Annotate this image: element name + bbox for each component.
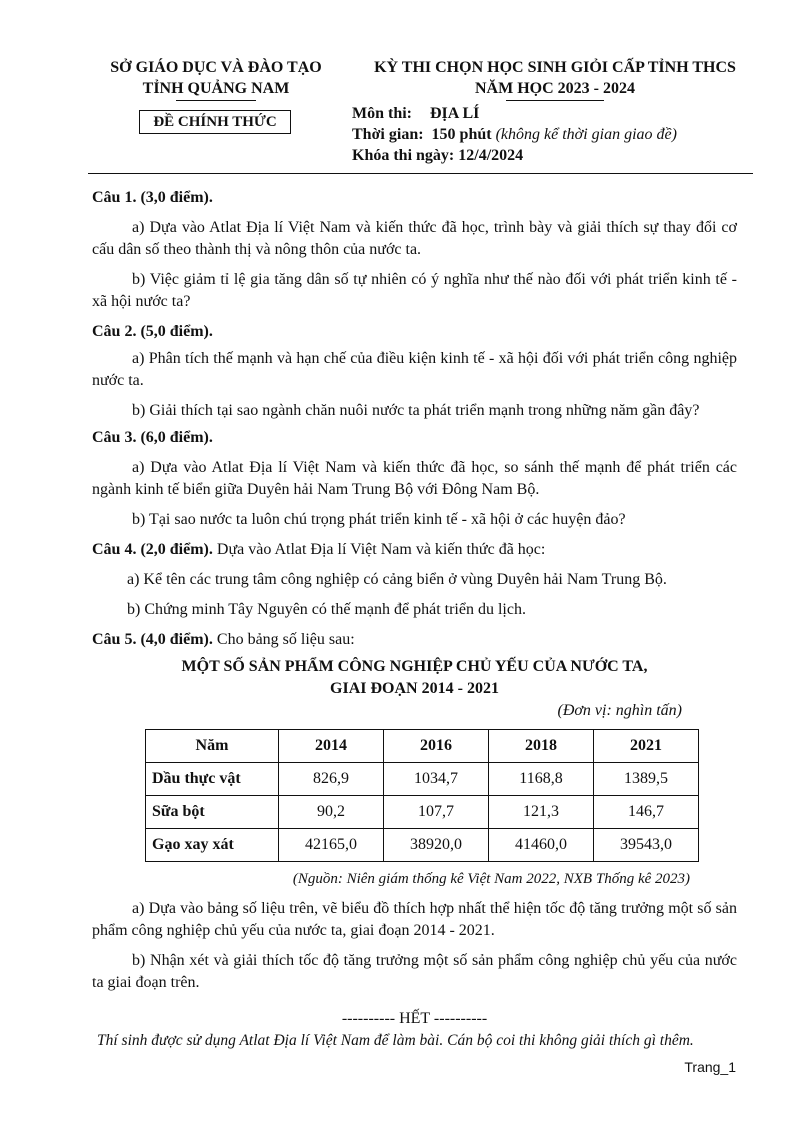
- table-row: [146, 796, 699, 829]
- header-underline: [506, 100, 604, 101]
- table-cell: 1034,7: [384, 763, 489, 796]
- exam-body: [92, 187, 737, 1030]
- question-1a: a) Dựa vào Atlat Địa lí Việt Nam và kiến thức đã học, trình bày và giải thích sự thay đổi cơ cấu dân số theo thành thị và nông thôn của nước ta.: [92, 219, 737, 258]
- subject-value: ĐỊA LÍ: [430, 105, 480, 122]
- exam-title: KỲ THI CHỌN HỌC SINH GIỎI CẤP TỈNH THCS: [374, 59, 736, 76]
- question-1b: b) Việc giảm tỉ lệ gia tăng dân số tự nhiên có ý nghĩa như thế nào đối với phát triển kinh tế - xã hội nước ta?: [92, 271, 737, 310]
- province-name: TỈNH QUẢNG NAM: [142, 80, 290, 97]
- header-underline: [176, 100, 256, 101]
- question-3-title: Câu 3. (6,0 điểm).: [92, 429, 213, 446]
- table-cell: 146,7: [594, 796, 699, 829]
- question-5b: b) Nhận xét và giải thích tốc độ tăng trưởng một số sản phẩm công nghiệp chủ yếu của nước ta giai đoạn trên.: [92, 952, 737, 991]
- question-4: [92, 539, 737, 561]
- department-header: [88, 57, 344, 101]
- table-title-line-2: GIAI ĐOẠN 2014 - 2021: [330, 680, 499, 697]
- question-2-title: Câu 2. (5,0 điểm).: [92, 323, 213, 340]
- table-cell: 39543,0: [594, 829, 699, 862]
- question-4a: a) Kể tên các trung tâm công nghiệp có cảng biển ở vùng Duyên hải Nam Trung Bộ.: [127, 571, 667, 588]
- table-header-row: [146, 730, 699, 763]
- table-row-label: Sữa bột: [146, 796, 279, 829]
- table-cell: 1389,5: [594, 763, 699, 796]
- header-divider: [88, 173, 753, 174]
- time-label: Thời gian:: [352, 126, 424, 143]
- page-number: Trang_1: [684, 1059, 736, 1075]
- official-exam-badge: ĐỀ CHÍNH THỨC: [139, 110, 291, 134]
- question-5a: a) Dựa vào bảng số liệu trên, vẽ biểu đồ thích hợp nhất thể hiện tốc độ tăng trưởng một số sản phẩm công nghiệp chủ yếu của nước ta, giai đoạn 2014 - 2021.: [92, 900, 737, 939]
- table-row-label: Dầu thực vật: [146, 763, 279, 796]
- table-row: [146, 829, 699, 862]
- table-cell: 826,9: [279, 763, 384, 796]
- subject-label: Môn thi:: [352, 105, 412, 122]
- table-cell: 1168,8: [489, 763, 594, 796]
- department-name: SỞ GIÁO DỤC VÀ ĐÀO TẠO: [110, 59, 322, 76]
- question-4b: b) Chứng minh Tây Nguyên có thế mạnh để phát triển du lịch.: [127, 601, 526, 618]
- school-year: NĂM HỌC 2023 - 2024: [475, 80, 635, 97]
- question-5-intro: Cho bảng số liệu sau:: [212, 631, 355, 648]
- table-header-cell: 2014: [279, 730, 384, 763]
- question-4-title: Câu 4. (2,0 điểm).: [92, 541, 213, 558]
- table-header-cell: Năm: [146, 730, 279, 763]
- end-marker: ---------- HẾT ----------: [341, 1010, 488, 1027]
- table-unit: (Đơn vị: nghìn tấn): [557, 702, 682, 719]
- question-5: [92, 629, 737, 651]
- question-3b: b) Tại sao nước ta luôn chú trọng phát triển kinh tế - xã hội ở các huyện đảo?: [132, 511, 626, 528]
- table-header-cell: 2016: [384, 730, 489, 763]
- exam-date: Khóa thi ngày: 12/4/2024: [352, 147, 524, 164]
- table-source: (Nguồn: Niên giám thống kê Việt Nam 2022, NXB Thống kê 2023): [292, 871, 690, 887]
- table-cell: 41460,0: [489, 829, 594, 862]
- table-title-line-1: MỘT SỐ SẢN PHẨM CÔNG NGHIỆP CHỦ YẾU CỦA NƯỚC TA,: [181, 658, 648, 675]
- question-3a: a) Dựa vào Atlat Địa lí Việt Nam và kiến thức đã học, so sánh thế mạnh để phát triển các ngành kinh tế biển giữa Duyên hải Nam Trung Bộ với Đông Nam Bộ.: [92, 459, 737, 498]
- question-4-intro: Dựa vào Atlat Địa lí Việt Nam và kiến thức đã học:: [212, 541, 546, 558]
- question-2a: a) Phân tích thế mạnh và hạn chế của điều kiện kinh tế - xã hội đối với phát triển công nghiệp nước ta.: [92, 350, 737, 389]
- table-header-cell: 2018: [489, 730, 594, 763]
- production-table: [145, 729, 699, 862]
- table-cell: 121,3: [489, 796, 594, 829]
- question-2b: b) Giải thích tại sao ngành chăn nuôi nước ta phát triển mạnh trong những năm gần đây?: [132, 402, 700, 419]
- question-1-title: Câu 1. (3,0 điểm).: [92, 189, 213, 206]
- exam-header: [355, 57, 755, 101]
- footer-note: Thí sinh được sử dụng Atlat Địa lí Việt Nam để làm bài. Cán bộ coi thi không giải thích gì thêm.: [97, 1032, 694, 1049]
- time-note: (không kể thời gian giao đề): [495, 126, 677, 143]
- table-cell: 107,7: [384, 796, 489, 829]
- table-header-cell: 2021: [594, 730, 699, 763]
- time-value: 150 phút: [431, 126, 492, 143]
- exam-meta: [352, 103, 677, 166]
- table-cell: 42165,0: [279, 829, 384, 862]
- table-cell: 38920,0: [384, 829, 489, 862]
- table-cell: 90,2: [279, 796, 384, 829]
- question-5-title: Câu 5. (4,0 điểm).: [92, 631, 213, 648]
- table-row-label: Gạo xay xát: [146, 829, 279, 862]
- table-row: [146, 763, 699, 796]
